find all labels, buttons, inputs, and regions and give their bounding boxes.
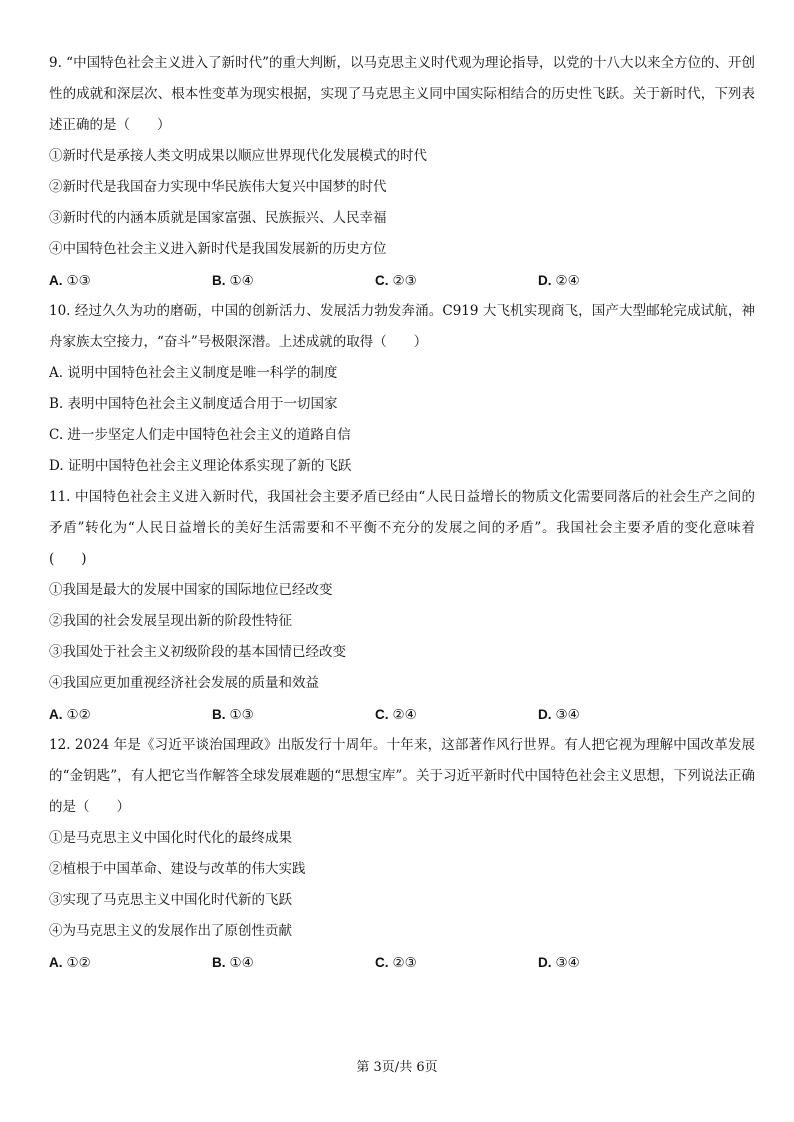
choice-d: D. ③④ [538,707,580,723]
choice-d: D. ②④ [538,273,580,289]
choice-b: B. ①④ [212,273,254,289]
question-stem: 12. 2024 年是《习近平谈治国理政》出版发行十周年。十年来，这部著作风行世界。有人把它视为理解中国改革发展的“金钥匙”，有人把它当作解答全球发展难题的“思想宝库”。关于习近平新时代中国特色社会主义思想，下列说法正确的是（ ） [49,737,755,815]
option-3: ③实现了马克思主义中国化时代新的飞跃 [49,892,292,908]
question-10 [49,296,755,482]
question-stem: 10. 经过久久为功的磨砺，中国的创新活力、发展活力勃发奔涌。C919 大飞机实现商飞，国产大型邮轮完成试航，神舟家族太空接力，“奋斗”号极限深潜。上述成就的取得（ ） [49,303,755,350]
option-2: ②我国的社会发展呈现出新的阶段性特征 [49,613,292,629]
question-stem: 9. “中国特色社会主义进入了新时代”的重大判断，以马克思主义时代观为理论指导，以党的十八大以来全方位的、开创性的成就和深层次、根本性变革为现实根据，实现了马克思主义同中国实际相结合的历史性飞跃。关于新时代，下列表述正确的是（ ） [49,55,755,133]
option-3: ③我国处于社会主义初级阶段的基本国情已经改变 [49,644,346,660]
option-b: B. 表明中国特色社会主义制度适合用于一切国家 [49,396,338,412]
choice-a: A. ①③ [49,273,91,289]
option-1: ①是马克思主义中国化时代化的最终成果 [49,830,292,846]
question-stem: 11. 中国特色社会主义进入新时代，我国社会主要矛盾已经由“人民日益增长的物质文化需要同落后的社会生产之间的矛盾”转化为“人民日益增长的美好生活需要和不平衡不充分的发展之间的矛盾”。我国社会主要矛盾的变化意味着( ) [49,489,755,567]
choice-a: A. ①② [49,707,91,723]
question-12 [49,730,755,978]
question-9 [49,48,755,296]
page-number: 第 3页/共 6页 [356,1060,438,1075]
option-2: ②新时代是我国奋力实现中华民族伟大复兴中国梦的时代 [49,179,387,195]
option-4: ④我国应更加重视经济社会发展的质量和效益 [49,675,319,691]
option-4: ④为马克思主义的发展作出了原创性贡献 [49,923,292,939]
choice-b: B. ①③ [212,707,254,723]
option-d: D. 证明中国特色社会主义理论体系实现了新的飞跃 [49,458,352,474]
answer-choices [49,699,755,730]
option-c: C. 进一步坚定人们走中国特色社会主义的道路自信 [49,427,351,443]
option-2: ②植根于中国革命、建设与改革的伟大实践 [49,861,306,877]
option-1: ①我国是最大的发展中国家的国际地位已经改变 [49,582,333,598]
question-11 [49,482,755,730]
answer-choices [49,265,755,296]
choice-b: B. ①④ [212,955,254,971]
option-1: ①新时代是承接人类文明成果以顺应世界现代化发展模式的时代 [49,148,427,164]
choice-c: C. ②③ [375,955,417,971]
choice-c: C. ②③ [375,273,417,289]
option-4: ④中国特色社会主义进入新时代是我国发展新的历史方位 [49,241,387,257]
choice-a: A. ①② [49,955,91,971]
exam-page [49,48,755,978]
option-3: ③新时代的内涵本质就是国家富强、民族振兴、人民幸福 [49,210,387,226]
choice-d: D. ③④ [538,955,580,971]
choice-c: C. ②④ [375,707,417,723]
option-a: A. 说明中国特色社会主义制度是唯一科学的制度 [49,365,338,381]
answer-choices [49,947,755,978]
